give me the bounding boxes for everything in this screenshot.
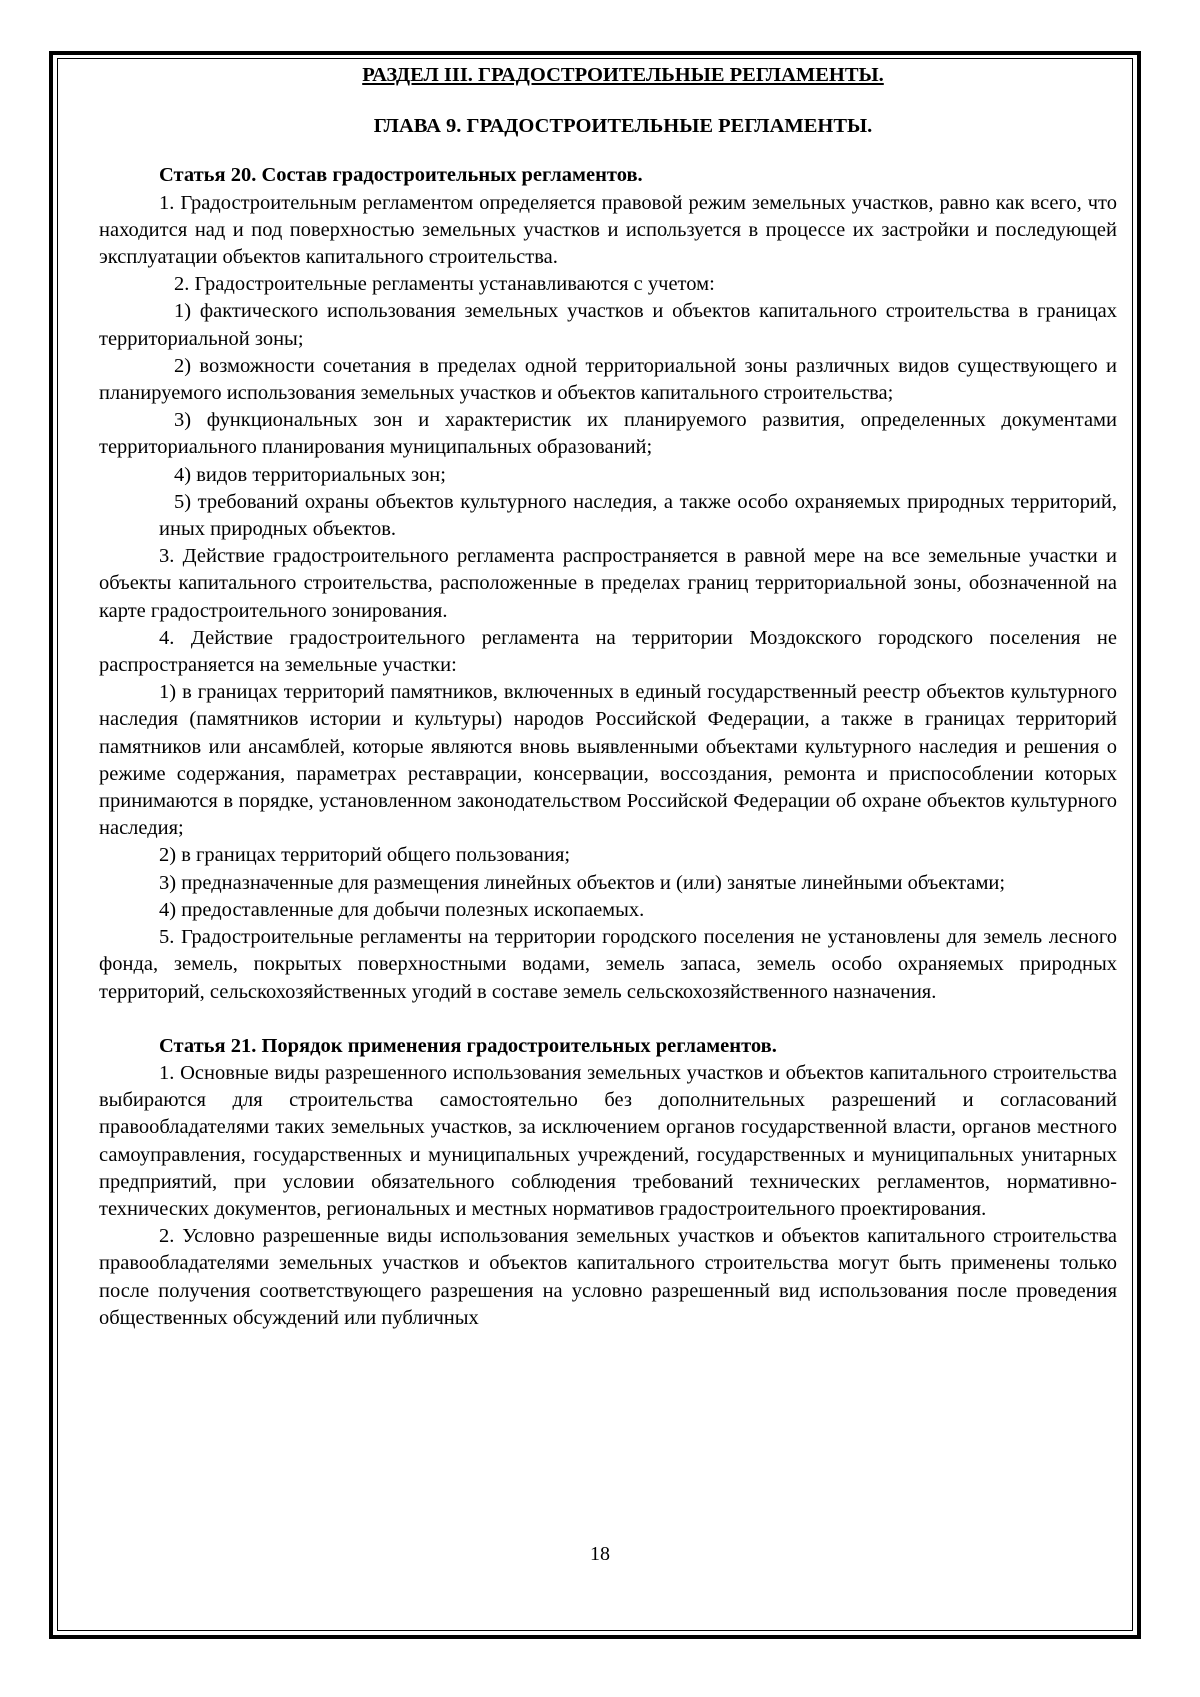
article-20-item-2-5: 5) требований охраны объектов культурного наследия, а также особо охраняемых природных территорий, иных природных объектов.: [159, 490, 1117, 541]
article-21-paragraph-1: 1. Основные виды разрешенного использования земельных участков и объектов капитального строительства выбираются для строительства самостоятельно без дополнительных разрешений и согласований правообладателями таких земельных участков, за исключением органов государственной власти, органов местного самоуправления, государственных и муниципальных учреждений, государственных и муниципальных унитарных предприятий, при условии обязательного соблюдения требований технических регламентов, нормативно-технических документов, региональных и местных нормативов градостроительного проектирования.: [99, 1061, 1117, 1220]
page-number: 18: [590, 1543, 610, 1565]
article-20-paragraph-1: 1. Градостроительным регламентом определяется правовой режим земельных участков, равно как всего, что находится над и под поверхностью земельных участков и используется в процессе их застройки и последующей эксплуатации объектов капитального строительства.: [99, 191, 1117, 269]
section-title: РАЗДЕЛ III. ГРАДОСТРОИТЕЛЬНЫЕ РЕГЛАМЕНТЫ.: [362, 64, 884, 86]
article-20-title: Статья 20. Состав градостроительных регламентов.: [159, 164, 643, 187]
article-20-paragraph-3: 3. Действие градостроительного регламента распространяется в равной мере на все земельные участки и объекты капитального строительства, расположенные в пределах границ территориальной зоны, обозначенной на карте градостроительного зонирования.: [99, 545, 1117, 622]
chapter-title: ГЛАВА 9. ГРАДОСТРОИТЕЛЬНЫЕ РЕГЛАМЕНТЫ.: [373, 115, 873, 138]
document-body: [99, 62, 1117, 1332]
article-20-item-2-2: 2) возможности сочетания в пределах одной территориальной зоны различных видов существующего и планируемого использования земельных участков и объектов капитального строительства;: [99, 354, 1117, 405]
article-20-item-4-2: 2) в границах территорий общего пользования;: [159, 844, 571, 867]
article-spacer: [99, 1006, 1117, 1033]
article-20-paragraph-5: 5. Градостроительные регламенты на территории городского поселения не установлены для земель лесного фонда, земель, покрытых поверхностными водами, земель запаса, земель особо охраняемых природных территорий, сельскохозяйственных угодий в составе земель сельскохозяйственного назначения.: [99, 926, 1117, 1003]
article-21-paragraph-2: 2. Условно разрешенные виды использования земельных участков и объектов капитального строительства правообладателями земельных участков и объектов капитального строительства могут быть применены только после получения соответствующего разрешения на условно разрешенный вид использования после проведения общественных обсуждений или публичных: [99, 1225, 1117, 1329]
article-20-item-2-4: 4) видов территориальных зон;: [174, 463, 446, 486]
article-20-item-4-3: 3) предназначенные для размещения линейных объектов и (или) занятые линейными объектами;: [159, 871, 1006, 894]
article-20-item-2-3: 3) функциональных зон и характеристик их планируемого развития, определенных документами территориального планирования муниципальных образований;: [99, 409, 1117, 459]
article-20-item-4-4: 4) предоставленные для добычи полезных ископаемых.: [159, 898, 645, 921]
article-21-title: Статья 21. Порядок применения градостроительных регламентов.: [159, 1034, 777, 1057]
article-20-paragraph-2: 2. Градостроительные регламенты устанавливаются с учетом:: [174, 273, 715, 296]
article-20-item-4-1: 1) в границах территорий памятников, включенных в единый государственный реестр объектов культурного наследия (памятников истории и культуры) народов Российской Федерации, а также в границах территорий памятников или ансамблей, которые являются вновь выявленными объектами культурного наследия и решения о режиме содержания, параметрах реставрации, консервации, воссоздания, ремонта и приспособлении которых принимаются в порядке, установленном законодательством Российской Федерации об охране объектов культурного наследия;: [99, 681, 1117, 840]
article-20-item-2-1: 1) фактического использования земельных участков и объектов капитального строительства в границах территориальной зоны;: [99, 300, 1117, 350]
article-20-paragraph-4: 4. Действие градостроительного регламента на территории Моздокского городского поселения не распространяется на земельные участки:: [99, 626, 1117, 677]
